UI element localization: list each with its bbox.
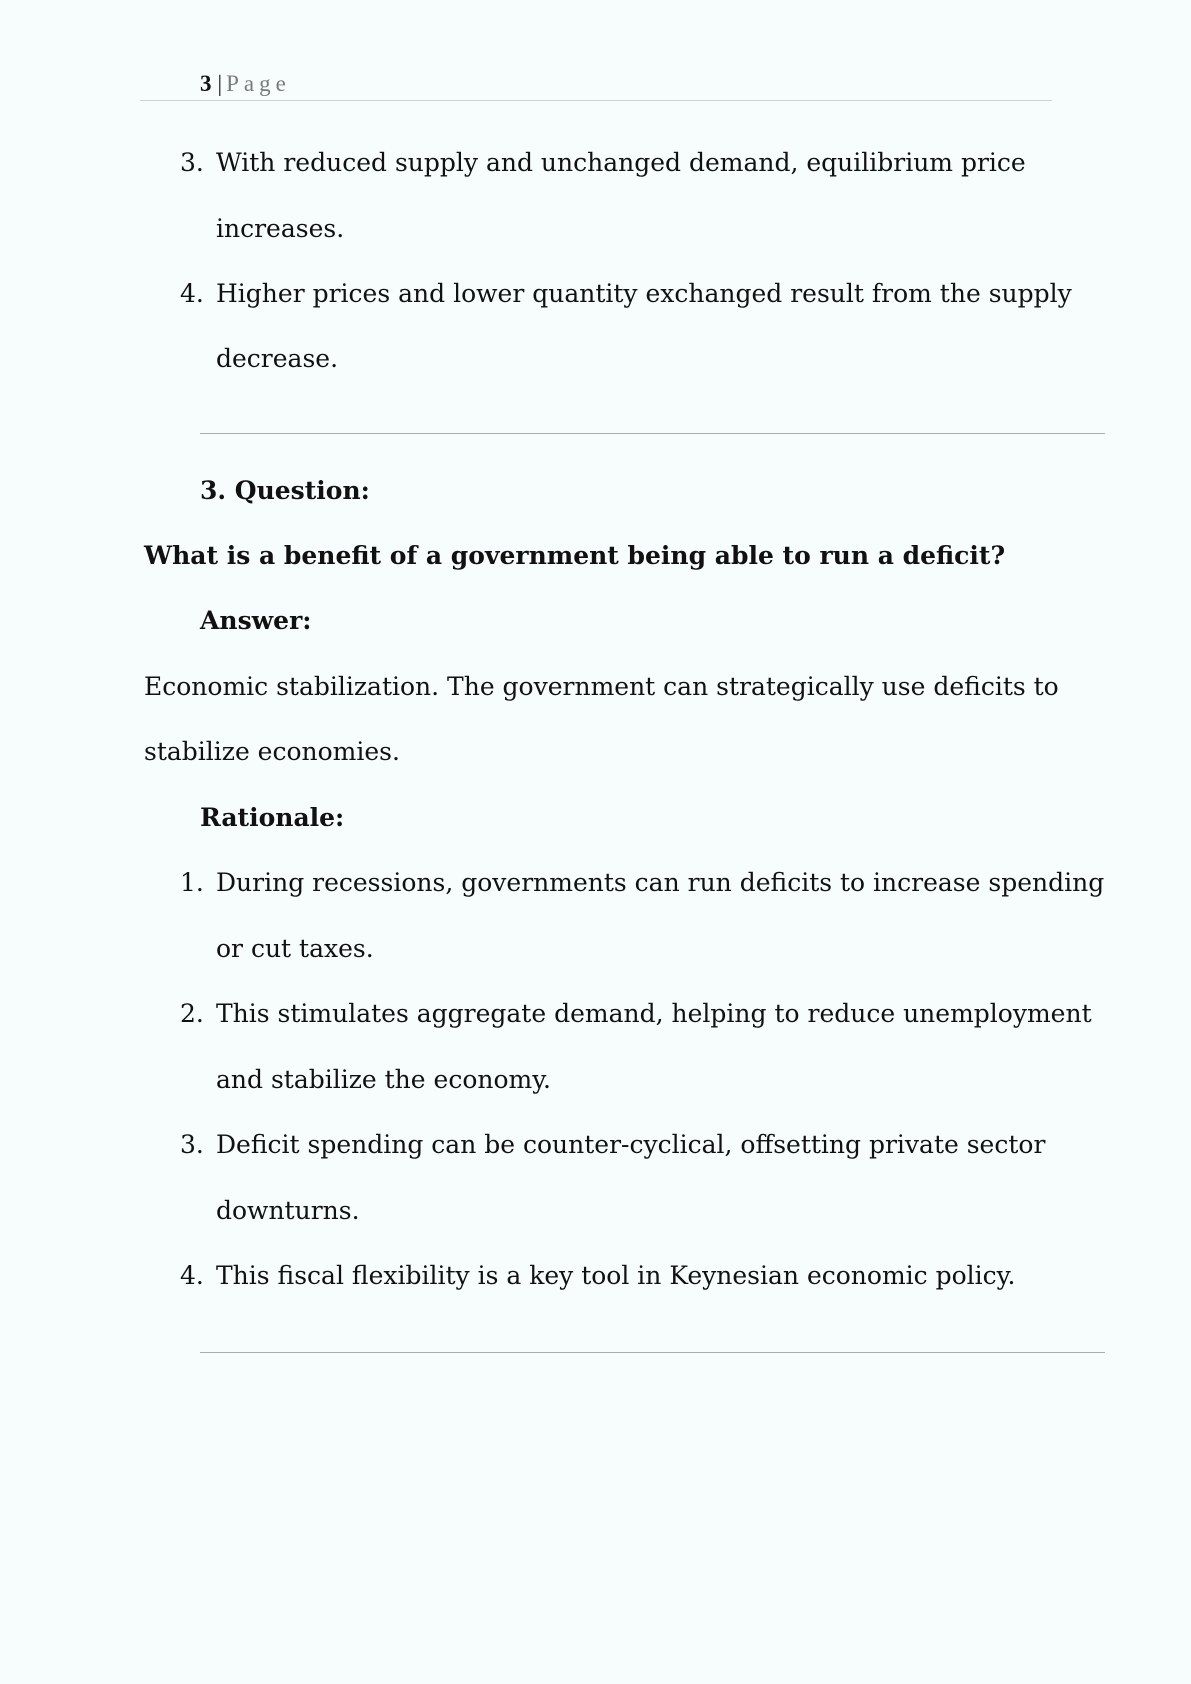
page-header	[200, 70, 291, 98]
question-heading: 3. Question:	[200, 476, 370, 505]
list-item-number: 3.	[180, 148, 204, 177]
list-item-number: 4.	[180, 1261, 204, 1290]
header-separator: |	[217, 71, 223, 96]
list-item-number: 1.	[180, 868, 204, 897]
page-number: 3	[200, 71, 212, 96]
list-item-text: With reduced supply and unchanged demand, equilibrium price	[216, 148, 1026, 177]
page-word: Page	[226, 71, 291, 96]
header-rule	[140, 100, 1052, 101]
list-item-text-continued: downturns.	[216, 1196, 360, 1225]
list-item-text-continued: and stabilize the economy.	[216, 1065, 551, 1094]
list-item-text: During recessions, governments can run deficits to increase spending	[216, 868, 1105, 897]
list-item-text: This fiscal flexibility is a key tool in Keynesian economic policy.	[216, 1261, 1016, 1290]
list-item-text-continued: decrease.	[216, 344, 339, 373]
list-item-text-continued: increases.	[216, 214, 345, 243]
section-divider	[200, 1352, 1105, 1353]
rationale-heading: Rationale:	[200, 803, 345, 832]
list-item-text: This stimulates aggregate demand, helping to reduce unemployment	[216, 999, 1092, 1028]
section-divider	[200, 433, 1105, 434]
list-item-text-continued: or cut taxes.	[216, 934, 374, 963]
list-item-number: 4.	[180, 279, 204, 308]
answer-heading: Answer:	[200, 606, 312, 635]
question-text: What is a benefit of a government being able to run a deficit?	[144, 541, 1006, 570]
list-item-number: 3.	[180, 1130, 204, 1159]
list-item-number: 2.	[180, 999, 204, 1028]
list-item-text: Deficit spending can be counter-cyclical, offsetting private sector	[216, 1130, 1046, 1159]
list-item-text: Higher prices and lower quantity exchanged result from the supply	[216, 279, 1072, 308]
answer-text: Economic stabilization. The government can strategically use deficits to	[144, 672, 1059, 701]
answer-text-continued: stabilize economies.	[144, 737, 400, 766]
